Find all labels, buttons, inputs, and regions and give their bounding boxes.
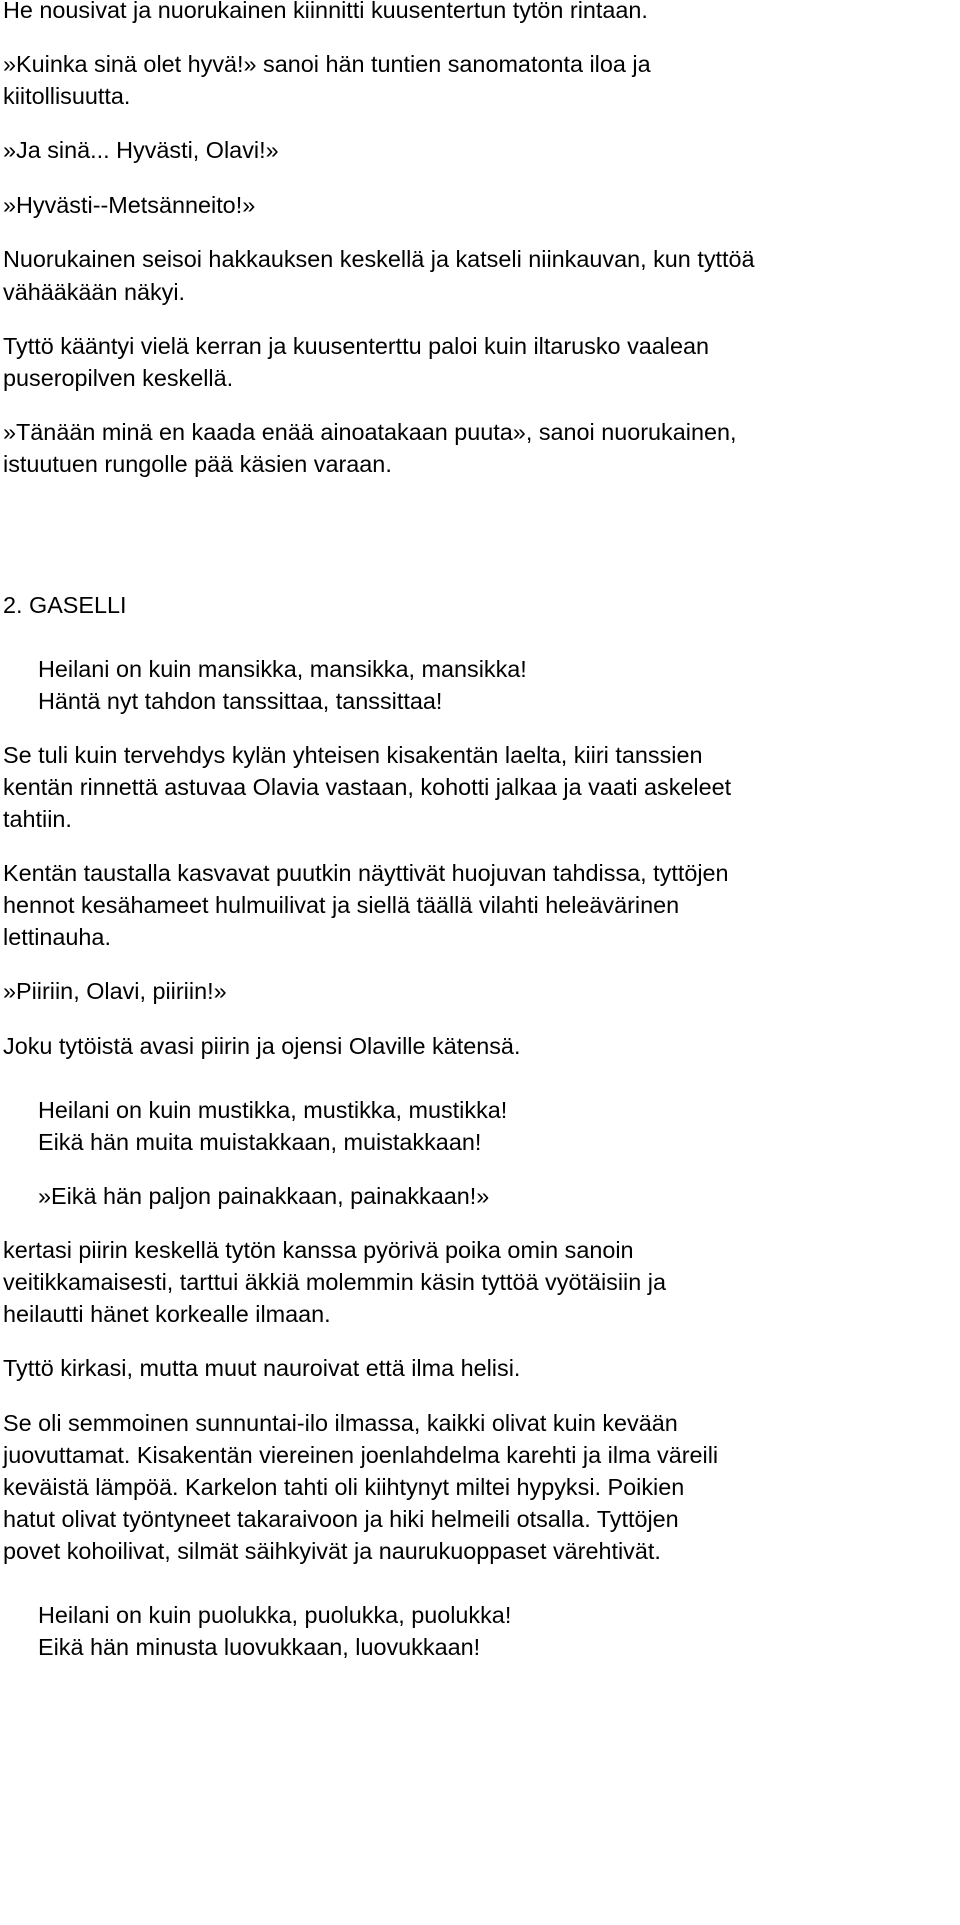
paragraph-line: Se tuli kuin tervehdys kylän yhteisen kisakentän laelta, kiiri tanssien	[3, 742, 703, 768]
paragraph-line: vähääkään näkyi.	[3, 279, 186, 305]
paragraph-line: »Kuinka sinä olet hyvä!» sanoi hän tuntien sanomatonta iloa ja	[3, 51, 651, 77]
paragraph-line: kiitollisuutta.	[3, 83, 131, 109]
paragraph-line: Kentän taustalla kasvavat puutkin näyttivät huojuvan tahdissa, tyttöjen	[3, 860, 729, 886]
paragraph-line: kertasi piirin keskellä tytön kanssa pyörivä poika omin sanoin	[3, 1237, 634, 1263]
paragraph-line: povet kohoilivat, silmät säihkyivät ja naurukuoppaset värehtivät.	[3, 1538, 661, 1564]
paragraph-line: »Ja sinä... Hyvästi, Olavi!»	[3, 137, 279, 163]
paragraph-line: veitikkamaisesti, tarttui äkkiä molemmin käsin tyttöä vyötäisiin ja	[3, 1269, 666, 1295]
paragraph-line: »Tänään minä en kaada enää ainoatakaan puuta», sanoi nuorukainen,	[3, 419, 737, 445]
verse-line: Heilani on kuin mansikka, mansikka, mansikka!	[38, 656, 527, 682]
verse-line: Eikä hän minusta luovukkaan, luovukkaan!	[38, 1634, 481, 1660]
paragraph-line: Tyttö kääntyi vielä kerran ja kuusenterttu paloi kuin iltarusko vaalean	[3, 333, 710, 359]
paragraph-line: »Piiriin, Olavi, piiriin!»	[3, 978, 227, 1004]
paragraph-line: lettinauha.	[3, 924, 111, 950]
paragraph-line: hennot kesähameet hulmuilivat ja siellä täällä vilahti heleävärinen	[3, 892, 680, 918]
paragraph-line: Nuorukainen seisoi hakkauksen keskellä ja katseli niinkauvan, kun tyttöä	[3, 246, 755, 272]
paragraph-line: puseropilven keskellä.	[3, 365, 234, 391]
paragraph-line: Joku tytöistä avasi piirin ja ojensi Olaville kätensä.	[3, 1033, 521, 1059]
verse-line: »Eikä hän paljon painakkaan, painakkaan!»	[38, 1183, 490, 1209]
verse-line: Häntä nyt tahdon tanssittaa, tanssittaa!	[38, 688, 443, 714]
paragraph-line: Tyttö kirkasi, mutta muut nauroivat että ilma helisi.	[3, 1355, 521, 1381]
paragraph-line: istuutuen rungolle pää käsien varaan.	[3, 451, 392, 477]
verse-line: Heilani on kuin puolukka, puolukka, puolukka!	[38, 1602, 512, 1628]
paragraph-line: tahtiin.	[3, 806, 72, 832]
chapter-heading: 2. GASELLI	[3, 592, 127, 618]
paragraph-line: He nousivat ja nuorukainen kiinnitti kuusentertun tytön rintaan.	[3, 0, 648, 23]
paragraph-line: hatut olivat työntyneet takaraivoon ja hiki helmeili otsalla. Tyttöjen	[3, 1506, 679, 1532]
verse-line: Heilani on kuin mustikka, mustikka, mustikka!	[38, 1097, 508, 1123]
paragraph-line: »Hyvästi--Metsänneito!»	[3, 192, 256, 218]
verse-line: Eikä hän muita muistakkaan, muistakkaan!	[38, 1129, 482, 1155]
paragraph-line: juovuttamat. Kisakentän viereinen joenlahdelma karehti ja ilma väreili	[3, 1442, 719, 1468]
paragraph-line: keväistä lämpöä. Karkelon tahti oli kiihtynyt miltei hypyksi. Poikien	[3, 1474, 685, 1500]
paragraph-line: kentän rinnettä astuvaa Olavia vastaan, kohotti jalkaa ja vaati askeleet	[3, 774, 732, 800]
paragraph-line: Se oli semmoinen sunnuntai-ilo ilmassa, kaikki olivat kuin kevään	[3, 1410, 678, 1436]
paragraph-line: heilautti hänet korkealle ilmaan.	[3, 1301, 331, 1327]
